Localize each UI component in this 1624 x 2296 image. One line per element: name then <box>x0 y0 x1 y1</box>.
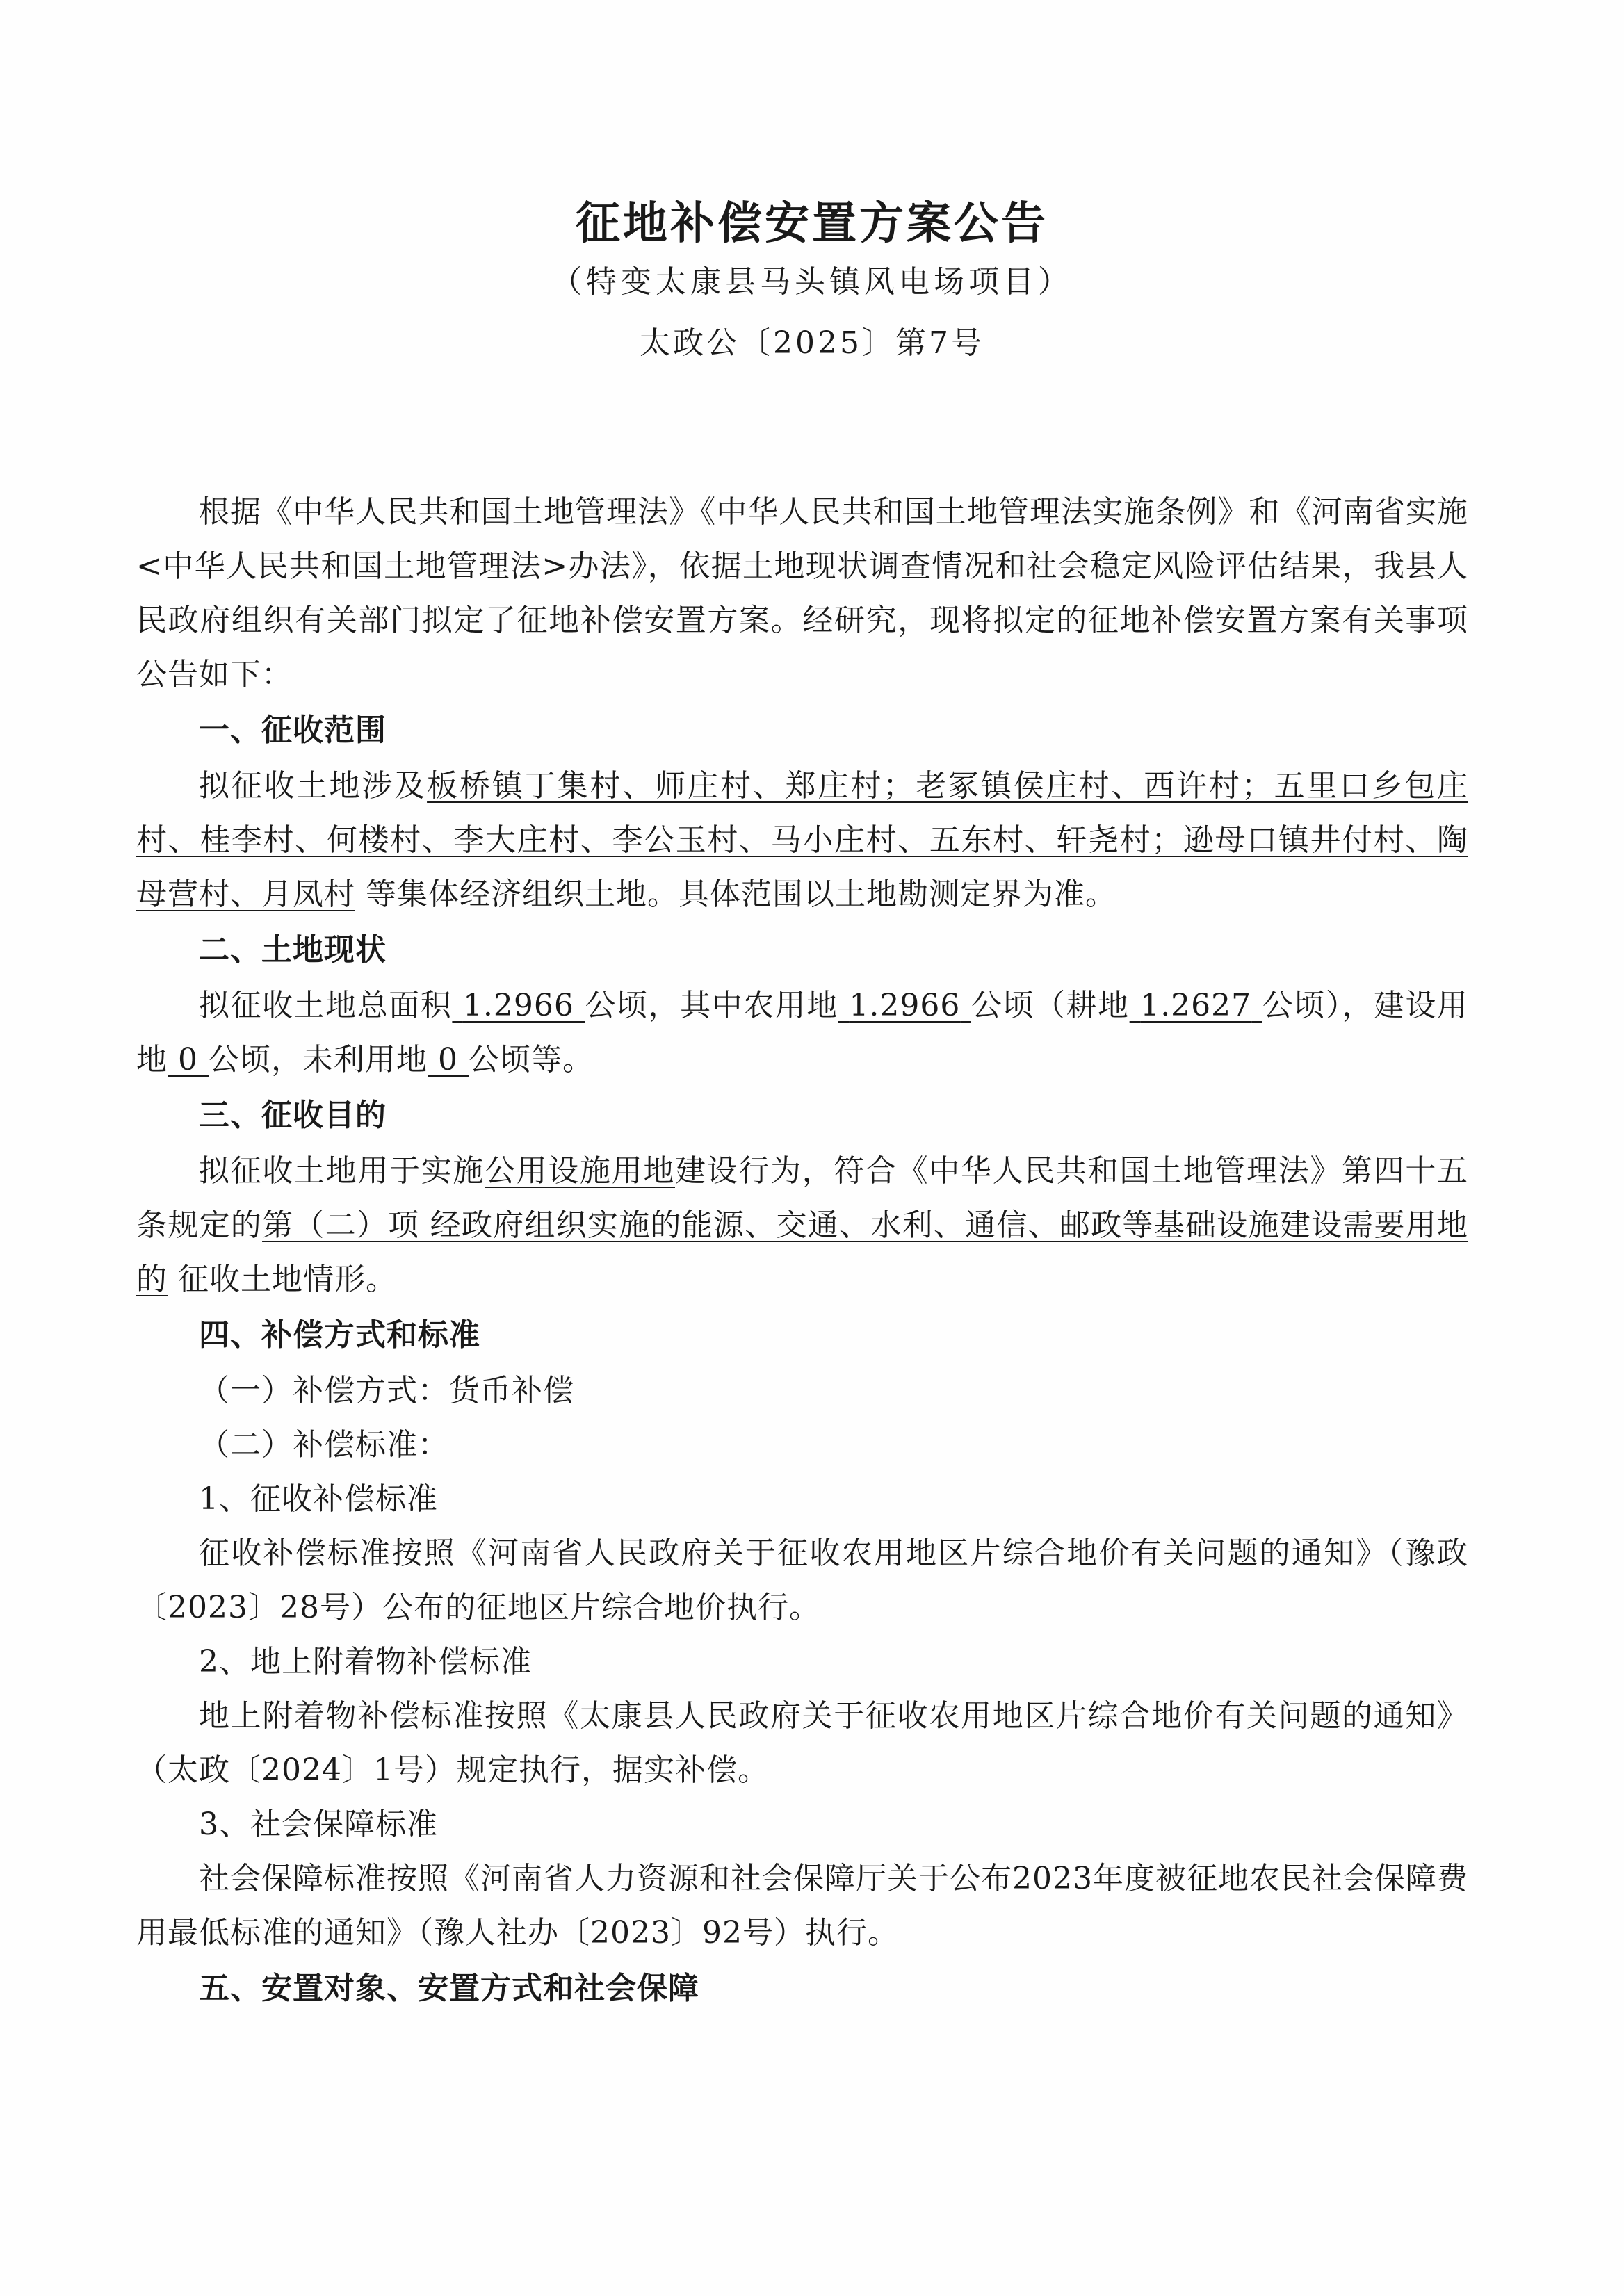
purpose-clause: 第（二）项 经政府组织实施的能源、交通、水利、通信、邮政等基础设施建设需要用地的 <box>136 1207 1469 1297</box>
section-3-heading: 三、征收目的 <box>199 1098 387 1133</box>
purpose-value: 公用设施用地 <box>485 1153 675 1189</box>
standard-item-2-title: 2、地上附着物补偿标准 <box>199 1644 532 1679</box>
document-title: 征地补偿安置方案公告 <box>576 198 1048 250</box>
arable-area-value: 1.2627 <box>1140 988 1252 1023</box>
compensation-method: （一）补偿方式：货币补偿 <box>199 1373 574 1408</box>
section-1-paragraph <box>136 759 1468 922</box>
section-5-heading: 五、安置对象、安置方式和社会保障 <box>199 1971 699 2006</box>
section-4-heading: 四、补偿方式和标准 <box>199 1317 480 1353</box>
land-text-5: 公顷，未利用地 <box>209 1042 428 1077</box>
land-text-4: 公顷），建设用地 <box>136 988 1469 1077</box>
section-1-heading: 一、征收范围 <box>199 713 387 748</box>
compensation-standard: （二）补偿标准： <box>199 1427 449 1463</box>
standard-item-2-text: 地上附着物补偿标准按照《太康县人民政府关于征收农用地区片综合地价有关问题的通知》（太政〔2024〕1号）规定执行，据实补偿。 <box>136 1698 1468 1788</box>
scope-villages: 板桥镇丁集村、师庄村、郑庄村；老冢镇侯庄村、西许村；五里口乡包庄村、桂李村、何楼村、李大庄村、李公玉村、马小庄村、五东村、轩尧村；逊母口镇井付村、陶母营村、月凤村 <box>136 768 1469 912</box>
standard-item-3-title: 3、社会保障标准 <box>199 1807 438 1842</box>
purpose-text-1: 拟征收土地用于实施 <box>199 1153 485 1189</box>
purpose-text-3: 征收土地情形。 <box>178 1262 397 1297</box>
purpose-text-2: 建设行为，符合《中华人民共和国土地管理法》第四十五条规定的 <box>136 1153 1468 1243</box>
section-2-heading: 二、土地现状 <box>199 932 387 968</box>
total-area-value: 1.2966 <box>462 988 574 1023</box>
land-text-1: 拟征收土地总面积 <box>199 988 453 1023</box>
document-subtitle: （特变太康县马头镇风电场项目） <box>551 264 1073 300</box>
land-text-3: 公顷（耕地 <box>971 988 1130 1023</box>
construction-area-value: 0 <box>178 1042 198 1077</box>
standard-item-1-title: 1、征收补偿标准 <box>199 1481 438 1517</box>
section-2-paragraph <box>136 979 1468 1087</box>
land-text-2: 公顷，其中农用地 <box>585 988 838 1023</box>
farm-area-value: 1.2966 <box>849 988 961 1023</box>
standard-item-3-text: 社会保障标准按照《河南省人力资源和社会保障厅关于公布2023年度被征地农民社会保障费用最低标准的通知》（豫人社办〔2023〕92号）执行。 <box>136 1861 1468 1951</box>
intro-paragraph: 根据《中华人民共和国土地管理法》《中华人民共和国土地管理法实施条例》和《河南省实施<中华人民共和国土地管理法>办法》，依据土地现状调查情况和社会稳定风险评估结果，我县人民政府组织有关部门拟定了征地补偿安置方案。经研究，现将拟定的征地补偿安置方案有关事项公告如下： <box>136 494 1468 692</box>
document-body <box>136 485 1468 2017</box>
scope-suffix: 等集体经济组织土地。具体范围以土地勘测定界为准。 <box>366 877 1116 912</box>
document-number: 太政公〔2025〕第7号 <box>640 325 984 361</box>
standard-item-1-text: 征收补偿标准按照《河南省人民政府关于征收农用地区片综合地价有关问题的通知》（豫政〔2023〕28号）公布的征地区片综合地价执行。 <box>136 1536 1468 1625</box>
unused-area-value: 0 <box>438 1042 458 1077</box>
scope-prefix: 拟征收土地涉及 <box>199 768 428 804</box>
land-text-6: 公顷等。 <box>469 1042 594 1077</box>
section-3-paragraph <box>136 1144 1468 1307</box>
